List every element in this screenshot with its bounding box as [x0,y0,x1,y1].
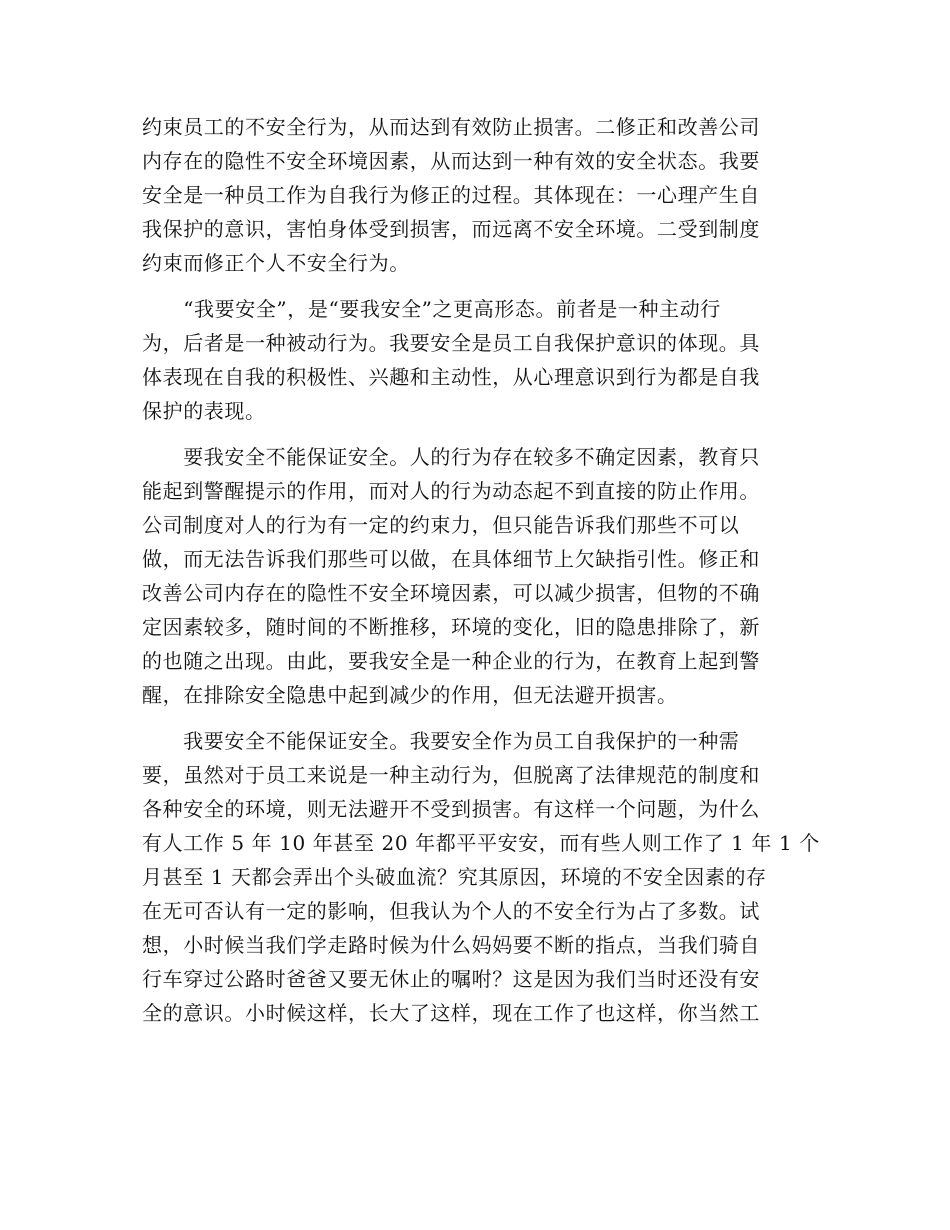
text-line: 醒，在排除安全隐患中起到减少的作用，但无法避开损害。 [142,683,678,707]
text-line: 改善公司内存在的隐性不安全环境因素，可以减少损害，但物的不确 [142,581,760,605]
text-line: 要，虽然对于员工来说是一种主动行为，但脱离了法律规范的制度和 [142,763,760,787]
text-line: 我要安全不能保证安全。我要安全作为员工自我保护的一种需 [142,729,740,753]
text-line: 安全是一种员工作为自我行为修正的过程。其体现在：一心理产生自 [142,183,760,207]
paragraph-4 [142,724,820,1030]
text-line: 保护的表现。 [142,399,266,423]
text-line: 行车穿过公路时爸爸又要无休止的嘱咐？这是因为我们当时还没有安 [142,967,760,991]
text-line: 在无可否认有一定的影响，但我认为个人的不安全行为占了多数。试 [142,899,760,923]
document-body [142,110,820,1030]
text-line: 做，而无法告诉我们那些可以做，在具体细节上欠缺指引性。修正和 [142,547,760,571]
text-line: 约束员工的不安全行为，从而达到有效防止损害。二修正和改善公司 [142,115,760,139]
text-line: 全的意识。小时候这样，长大了这样，现在工作了也这样，你当然工 [142,1001,760,1025]
paragraph-3 [142,440,802,712]
text-line: 体表现在自我的积极性、兴趣和主动性，从心理意识到行为都是自我 [142,365,760,389]
text-line: 月甚至 1 天都会弄出个头破血流？究其原因，环境的不安全因素的存 [142,865,767,889]
text-line: 各种安全的环境，则无法避开不受到损害。有这样一个问题，为什么 [142,797,760,821]
text-line: 有人工作 5 年 10 年甚至 20 年都平平安安，而有些人则工作了 1 年 1 个 [142,831,820,855]
text-line: 为，后者是一种被动行为。我要安全是员工自我保护意识的体现。具 [142,331,760,355]
text-line: 想，小时候当我们学走路时候为什么妈妈要不断的指点，当我们骑自 [142,933,760,957]
paragraph-1 [142,110,802,280]
text-line: 约束而修正个人不安全行为。 [142,251,410,275]
text-line: 内存在的隐性不安全环境因素，从而达到一种有效的安全状态。我要 [142,149,760,173]
text-line: 我保护的意识，害怕身体受到损害，而远离不安全环境。二受到制度 [142,217,760,241]
text-line: 公司制度对人的行为有一定的约束力，但只能告诉我们那些不可以 [142,513,740,537]
text-line: 定因素较多，随时间的不断推移，环境的变化，旧的隐患排除了，新 [142,615,760,639]
text-line: 能起到警醒提示的作用，而对人的行为动态起不到直接的防止作用。 [142,479,760,503]
text-line: 的也随之出现。由此，要我安全是一种企业的行为，在教育上起到警 [142,649,760,673]
text-line: “我要安全”，是“要我安全”之更高形态。前者是一种主动行 [142,297,721,321]
text-line: 要我安全不能保证安全。人的行为存在较多不确定因素，教育只 [142,445,760,469]
paragraph-2 [142,292,802,428]
